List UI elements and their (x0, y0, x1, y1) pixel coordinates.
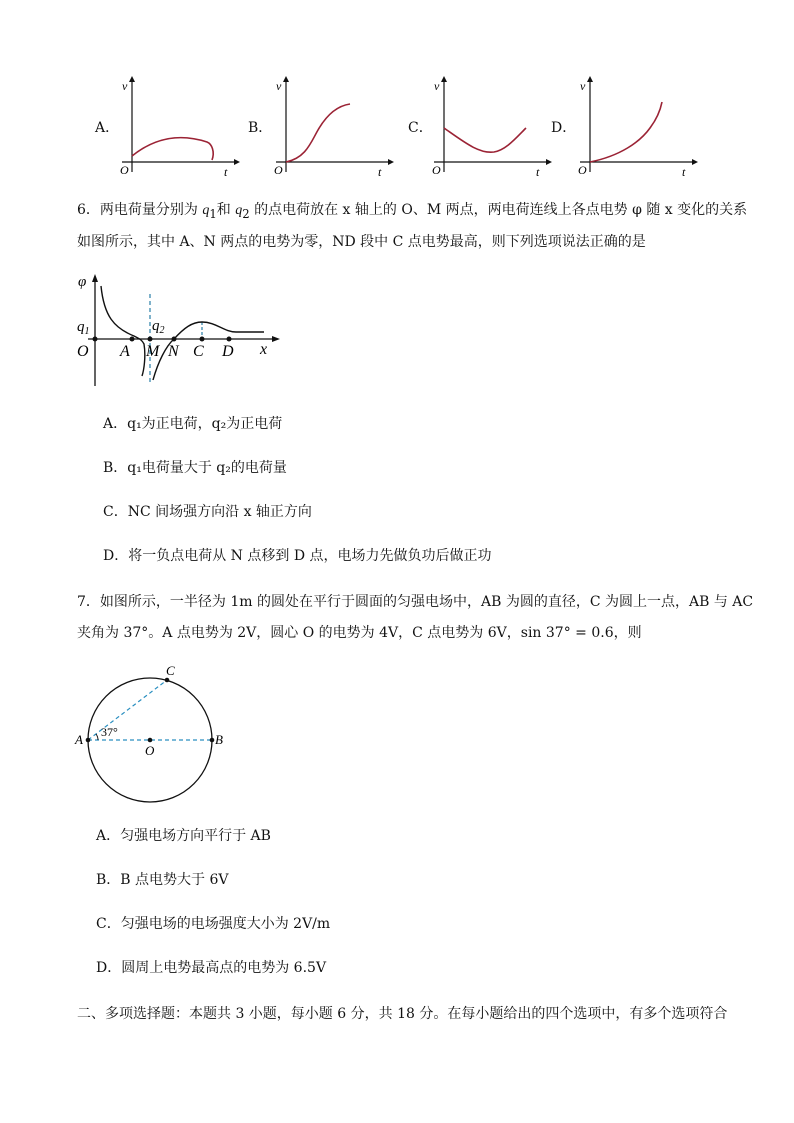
q7-stem-line1: 7．如图所示，一半径为 1m 的圆处在平行于圆面的匀强电场中，AB 为圆的直径，C 为圆上一点，AB 与 AC (77, 594, 754, 610)
q5-axis-t-d: t (682, 165, 686, 179)
q7-label-angle: 37° (101, 725, 118, 739)
q6-label-N: N (168, 343, 179, 360)
q6-stem-part-b: 和 (216, 202, 236, 218)
q5-graph-c (424, 72, 554, 180)
q6-label-q2: $q_2$ (152, 318, 165, 336)
q6-label-x: x (260, 341, 268, 358)
q5-axis-v-d: v (580, 79, 586, 93)
q6-label-A: A (120, 343, 130, 360)
q5-option-d-letter: D． (551, 120, 577, 136)
q7-label-O: O (145, 743, 155, 758)
q7-stem-line2: 夹角为 37°。A 点电势为 2V，圆心 O 的电势为 4V，C 点电势为 6V，sin 37° = 0.6，则 (77, 625, 642, 641)
q6-label-D: D (222, 343, 234, 360)
q5-option-b-letter: B． (248, 120, 273, 136)
q6-label-q1: $q_1$ (77, 319, 90, 337)
q5-origin-b: O (274, 163, 283, 177)
q5-origin-a: O (120, 163, 129, 177)
q5-origin-d: O (578, 163, 587, 177)
q5-curve-c (444, 128, 526, 152)
q7-label-C: C (166, 663, 175, 678)
q6-stem-line2: 如图所示，其中 A、N 两点的电势为零，ND 段中 C 点电势最高，则下列选项说法正确的是 (77, 234, 646, 250)
q7-circle-figure (70, 660, 240, 808)
q5-option-c-letter: C． (408, 120, 433, 136)
q5-curve-a (132, 138, 213, 160)
q5-graph-d (570, 72, 700, 180)
q5-option-a-letter: A． (95, 120, 120, 136)
q5-curve-d (590, 102, 662, 162)
q5-graph-a (112, 72, 242, 180)
q6-q2-sub: 2 (242, 206, 250, 221)
q5-axis-v-b: v (276, 79, 282, 93)
q6-curve-left (101, 286, 145, 376)
q6-phi-x-graph (74, 266, 289, 392)
q6-label-O: O (77, 343, 89, 360)
q5-axis-t-a: t (224, 165, 228, 179)
section2-heading: 二、多项选择题：本题共 3 小题，每小题 6 分，共 18 分。在每小题给出的四个选项中，有多个选项符合 (77, 1006, 728, 1022)
q5-axis-v-c: v (434, 79, 440, 93)
q5-graph-b (266, 72, 396, 180)
q5-origin-c: O (432, 163, 441, 177)
q7-option-a: A．匀强电场方向平行于 AB (96, 828, 271, 844)
q6-q1-sub: 1 (209, 206, 217, 221)
q5-axis-t-b: t (378, 165, 382, 179)
q7-option-d: D．圆周上电势最高点的电势为 6.5V (96, 960, 327, 976)
q6-label-M: M (146, 343, 160, 360)
q5-axis-v-a: v (122, 79, 128, 93)
q6-option-a: A．q₁为正电荷，q₂为正电荷 (103, 416, 283, 432)
q7-option-c: C．匀强电场的电场强度大小为 2V/m (96, 916, 331, 932)
q7-option-b: B．B 点电势大于 6V (96, 872, 229, 888)
q5-axis-t-c: t (536, 165, 540, 179)
q6-option-c: C．NC 间场强方向沿 x 轴正方向 (103, 504, 312, 520)
q6-option-d: D．将一负点电荷从 N 点移到 D 点，电场力先做负功后做正功 (103, 548, 492, 564)
q7-label-B: B (215, 732, 223, 747)
q5-curve-b (286, 104, 350, 162)
q6-stem-part-c: 的点电荷放在 x 轴上的 O、M 两点，两电荷连线上各点电势 φ 随 x 变化的关系 (249, 202, 748, 218)
q6-label-phi: φ (78, 274, 87, 290)
q6-q1: q (202, 203, 210, 218)
q6-label-C: C (193, 343, 204, 360)
q7-label-A: A (75, 732, 83, 747)
q6-q2: q (235, 203, 243, 218)
q6-option-b: B．q₁电荷量大于 q₂的电荷量 (103, 460, 287, 476)
q6-stem-line1 (77, 200, 747, 224)
q6-stem-part-a: 6．两电荷量分别为 (77, 202, 203, 218)
